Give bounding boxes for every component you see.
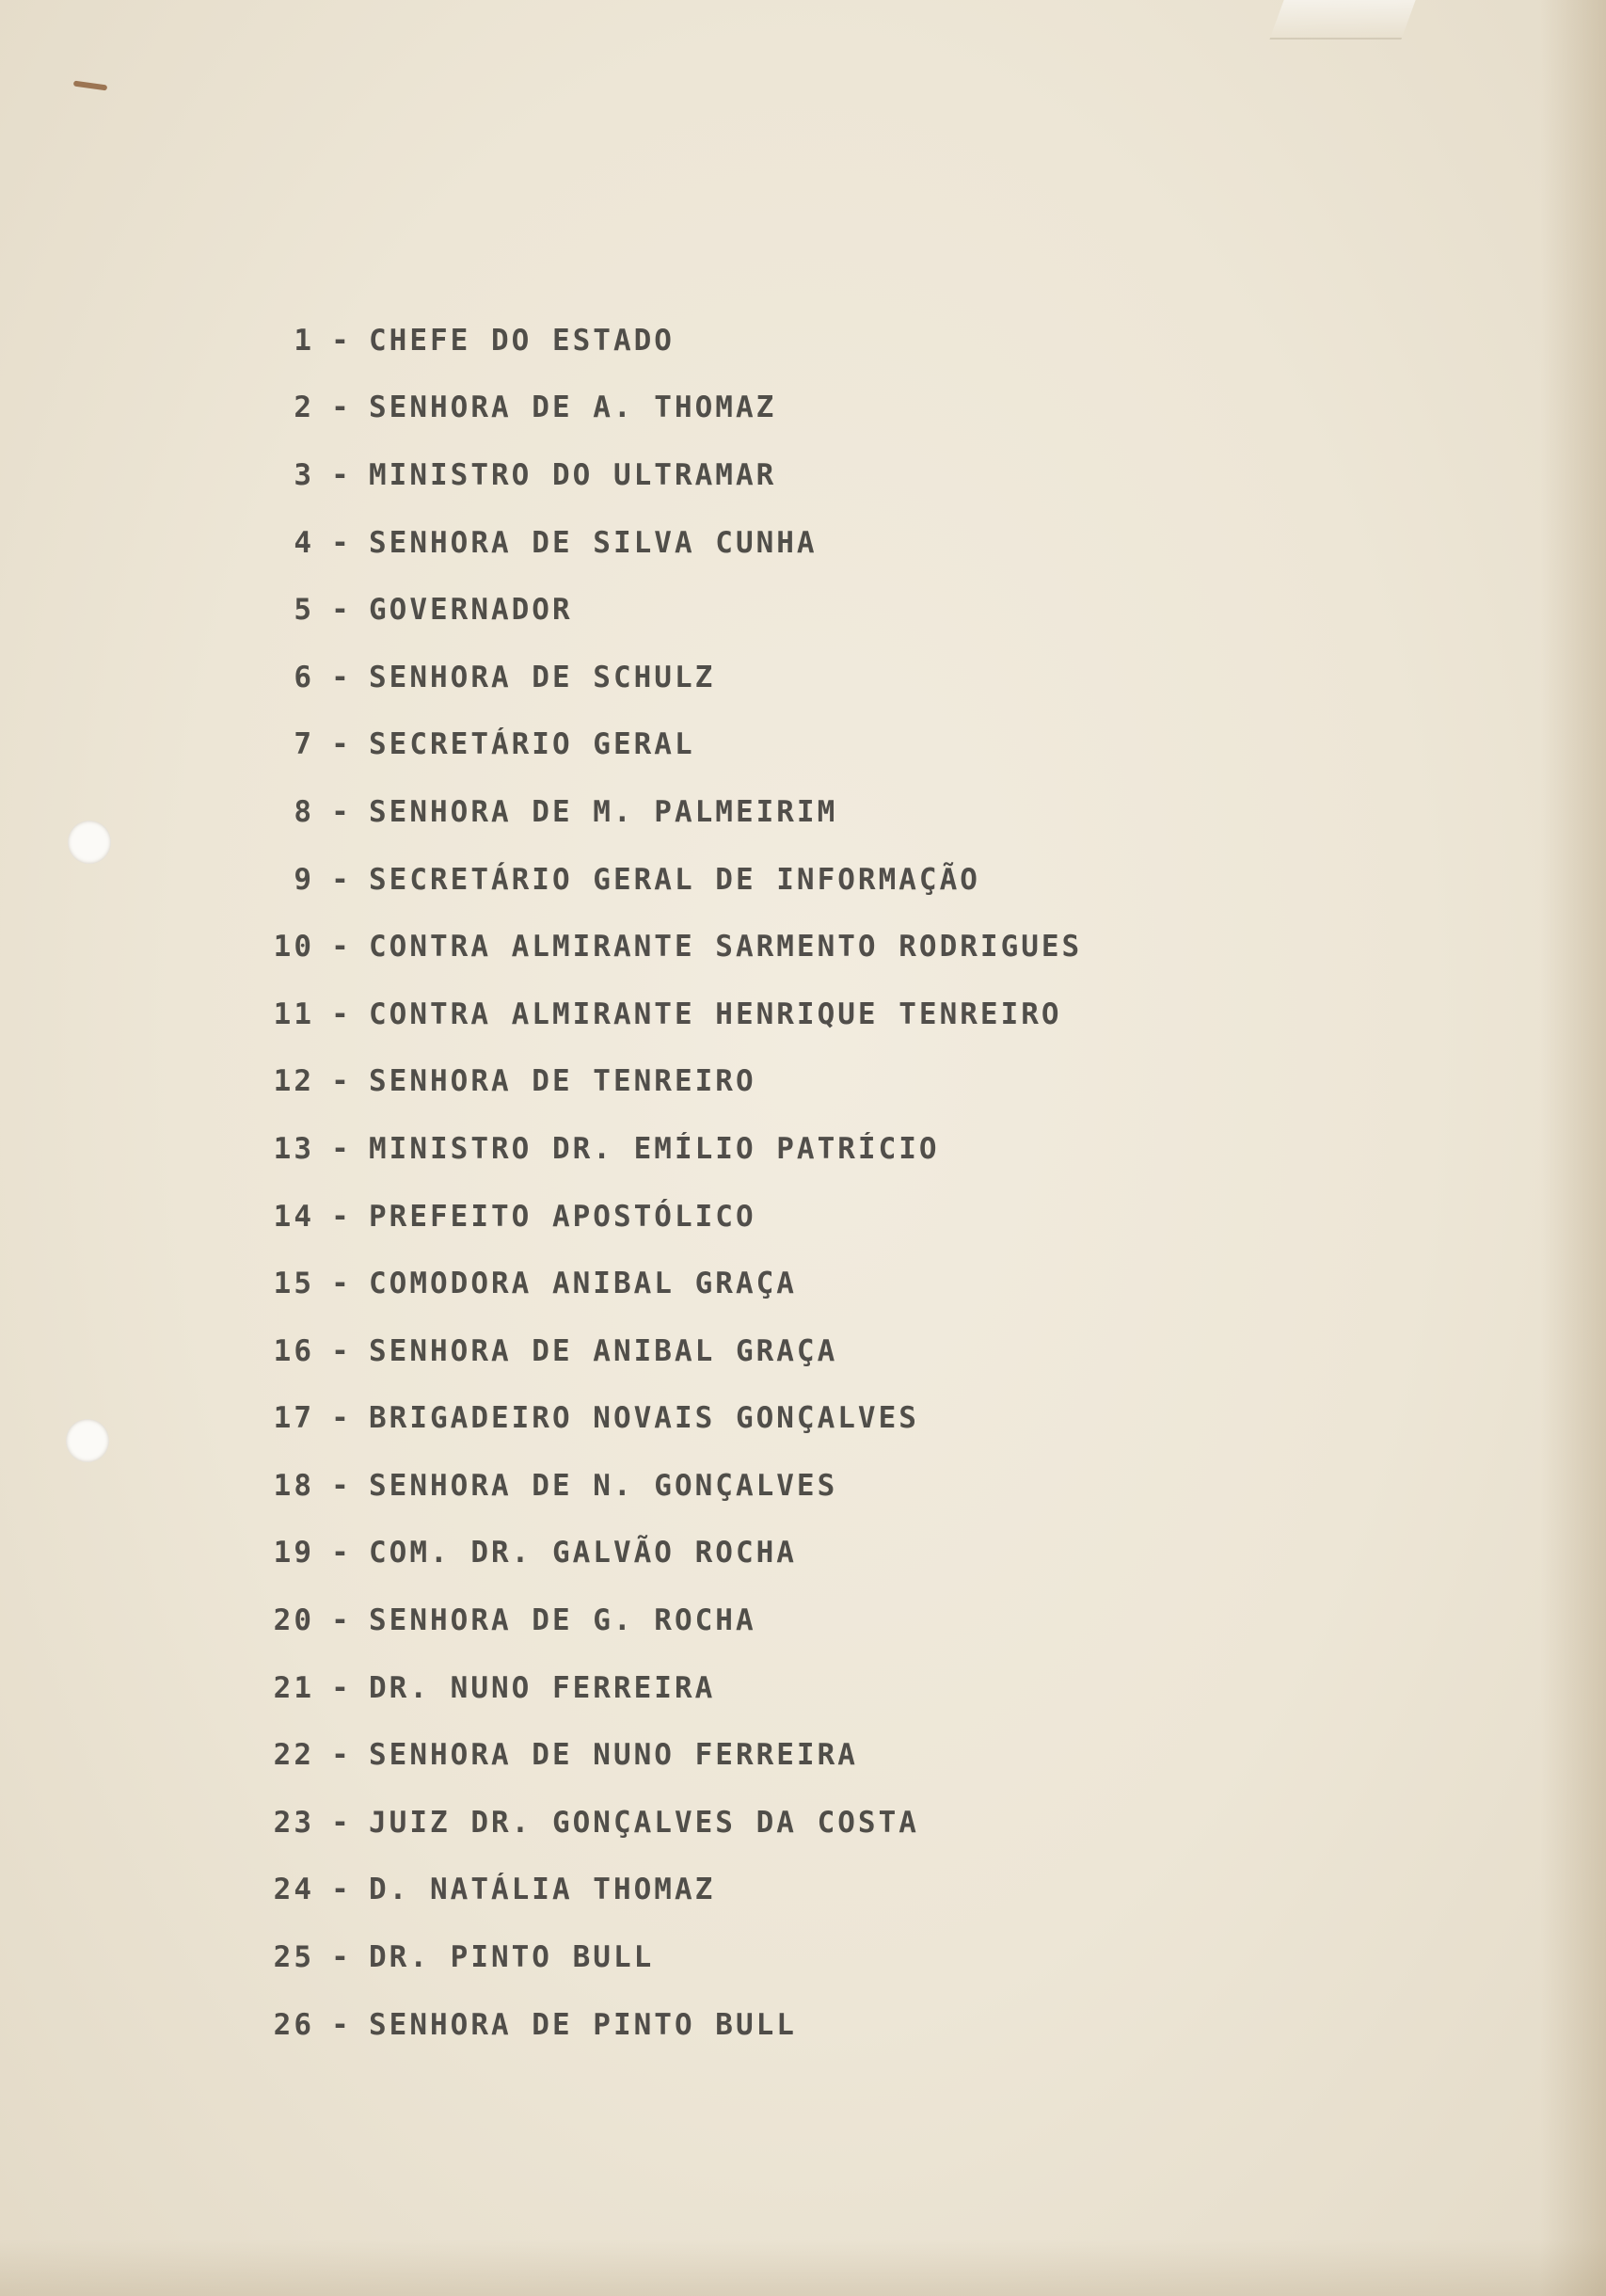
item-separator: - (331, 1064, 352, 1099)
item-number: 22 (273, 1738, 314, 1773)
item-separator: - (331, 1333, 352, 1368)
list-item (254, 1654, 1082, 1722)
item-number: 1 (294, 323, 314, 358)
item-separator: - (331, 593, 352, 628)
item-name: JUIZ DR. GONÇALVES DA COSTA (369, 1805, 919, 1840)
item-number: 3 (294, 457, 314, 492)
item-number: 15 (273, 1267, 314, 1301)
item-separator: - (331, 1199, 352, 1234)
list-item (254, 1317, 1082, 1385)
list-item (254, 1115, 1082, 1183)
item-separator: - (331, 1940, 352, 1975)
item-name: D. NATÁLIA THOMAZ (369, 1873, 716, 1907)
item-number: 4 (294, 525, 314, 560)
list-item (254, 1923, 1082, 1991)
list-item (254, 644, 1082, 711)
list-item (254, 509, 1082, 577)
list-item (254, 846, 1082, 914)
item-separator: - (331, 2007, 352, 2042)
list-item (254, 1250, 1082, 1317)
item-number: 10 (273, 930, 314, 965)
item-name: SENHORA DE A. THOMAZ (369, 391, 777, 425)
item-number: 14 (273, 1199, 314, 1234)
punch-hole-bottom (66, 1419, 109, 1462)
list-item (254, 375, 1082, 442)
item-number: 9 (294, 862, 314, 897)
item-name: SECRETÁRIO GERAL (369, 727, 695, 762)
list-item (254, 1385, 1082, 1453)
item-separator: - (331, 323, 352, 358)
item-name: PREFEITO APOSTÓLICO (369, 1199, 756, 1234)
list-item (254, 1991, 1082, 2059)
item-name: SECRETÁRIO GERAL DE INFORMAÇÃO (369, 862, 980, 897)
item-name: GOVERNADOR (369, 593, 573, 628)
item-number: 26 (273, 2007, 314, 2042)
item-separator: - (331, 794, 352, 829)
item-separator: - (331, 1738, 352, 1773)
item-separator: - (331, 930, 352, 965)
item-name: COM. DR. GALVÃO ROCHA (369, 1536, 797, 1571)
item-name: SENHORA DE G. ROCHA (369, 1603, 756, 1638)
item-name: SENHORA DE SILVA CUNHA (369, 525, 818, 560)
item-separator: - (331, 1805, 352, 1840)
aged-edge-right (1540, 0, 1606, 2296)
item-number: 17 (273, 1401, 314, 1436)
item-number: 20 (273, 1603, 314, 1638)
item-number: 16 (273, 1333, 314, 1368)
item-separator: - (331, 1131, 352, 1166)
item-separator: - (331, 1603, 352, 1638)
item-separator: - (331, 997, 352, 1031)
item-name: COMODORA ANIBAL GRAÇA (369, 1267, 797, 1301)
item-number: 7 (294, 727, 314, 762)
item-separator: - (331, 1536, 352, 1571)
stain-mark (73, 81, 107, 91)
item-separator: - (331, 1401, 352, 1436)
list-item (254, 1183, 1082, 1251)
item-separator: - (331, 660, 352, 694)
list-item (254, 1452, 1082, 1520)
list-item (254, 1520, 1082, 1587)
item-separator: - (331, 1468, 352, 1503)
item-name: CONTRA ALMIRANTE SARMENTO RODRIGUES (369, 930, 1083, 965)
list-item (254, 1789, 1082, 1857)
item-number: 23 (273, 1805, 314, 1840)
list-item (254, 1586, 1082, 1654)
list-item (254, 1857, 1082, 1924)
item-number: 11 (273, 997, 314, 1031)
list-item (254, 711, 1082, 779)
item-name: SENHORA DE SCHULZ (369, 660, 716, 694)
list-item (254, 441, 1082, 509)
list-item (254, 913, 1082, 981)
item-number: 24 (273, 1873, 314, 1907)
item-number: 8 (294, 794, 314, 829)
list-item (254, 1048, 1082, 1116)
item-separator: - (331, 862, 352, 897)
item-number: 13 (273, 1131, 314, 1166)
item-number: 18 (273, 1468, 314, 1503)
item-separator: - (331, 457, 352, 492)
item-number: 12 (273, 1064, 314, 1099)
item-name: SENHORA DE ANIBAL GRAÇA (369, 1333, 838, 1368)
item-name: BRIGADEIRO NOVAIS GONÇALVES (369, 1401, 919, 1436)
item-separator: - (331, 727, 352, 762)
item-number: 25 (273, 1940, 314, 1975)
item-name: DR. PINTO BULL (369, 1940, 655, 1975)
item-name: CONTRA ALMIRANTE HENRIQUE TENREIRO (369, 997, 1062, 1031)
punch-hole-top (68, 821, 111, 864)
item-name: DR. NUNO FERREIRA (369, 1670, 716, 1705)
item-name: CHEFE DO ESTADO (369, 323, 675, 358)
item-name: MINISTRO DR. EMÍLIO PATRÍCIO (369, 1131, 940, 1166)
item-name: SENHORA DE N. GONÇALVES (369, 1468, 838, 1503)
item-separator: - (331, 525, 352, 560)
item-number: 19 (273, 1536, 314, 1571)
list-item (254, 981, 1082, 1048)
item-name: MINISTRO DO ULTRAMAR (369, 457, 777, 492)
guest-list (254, 307, 1082, 2058)
item-separator: - (331, 1267, 352, 1301)
item-name: SENHORA DE M. PALMEIRIM (369, 794, 838, 829)
list-item (254, 778, 1082, 846)
item-name: SENHORA DE NUNO FERREIRA (369, 1738, 858, 1773)
item-name: SENHORA DE TENREIRO (369, 1064, 756, 1099)
item-number: 21 (273, 1670, 314, 1705)
torn-corner (1269, 0, 1415, 40)
item-number: 6 (294, 660, 314, 694)
list-item (254, 307, 1082, 375)
item-separator: - (331, 391, 352, 425)
item-separator: - (331, 1670, 352, 1705)
item-name: SENHORA DE PINTO BULL (369, 2007, 797, 2042)
list-item (254, 1721, 1082, 1789)
item-number: 5 (294, 593, 314, 628)
item-number: 2 (294, 391, 314, 425)
aged-edge-bottom (0, 2240, 1606, 2296)
item-separator: - (331, 1873, 352, 1907)
list-item (254, 576, 1082, 644)
